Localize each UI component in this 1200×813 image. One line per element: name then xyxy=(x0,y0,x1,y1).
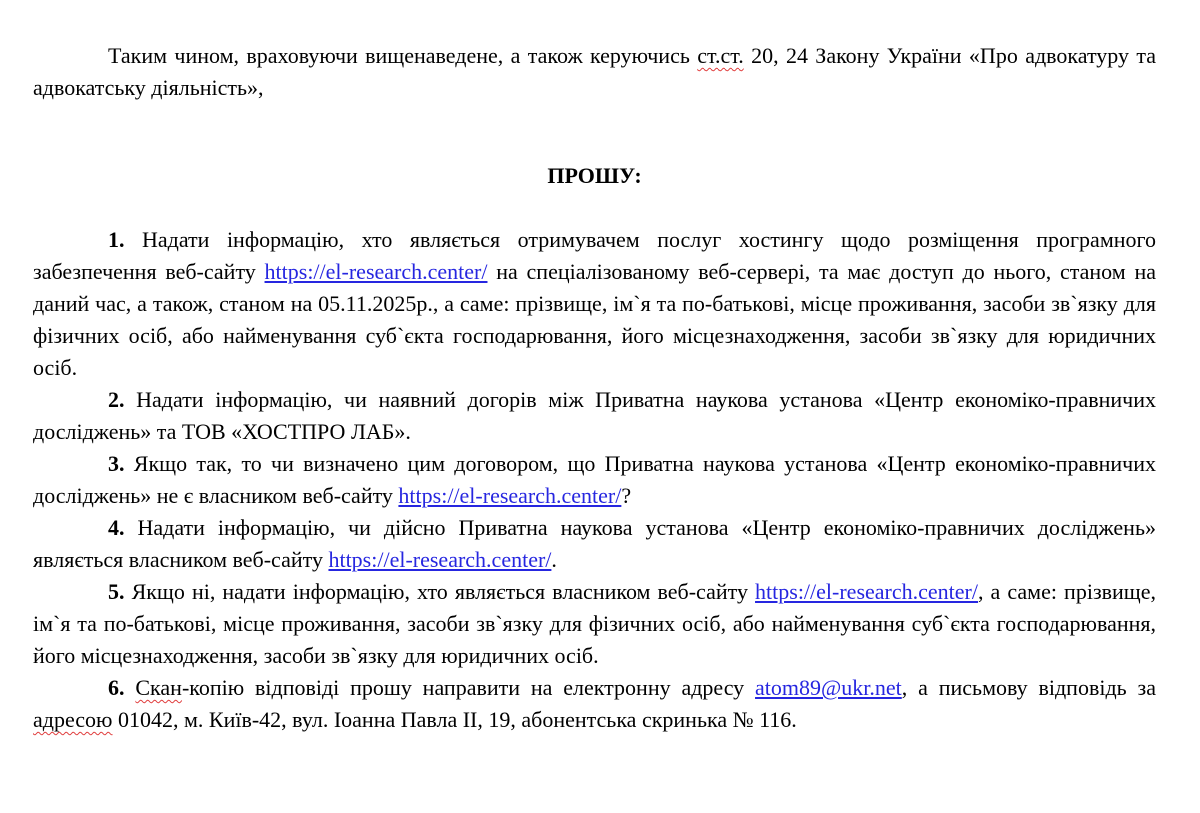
hyperlink[interactable]: atom89@ukr.net xyxy=(755,675,902,700)
request-heading: ПРОШУ: xyxy=(547,163,642,188)
hyperlink[interactable]: https://el-research.center/ xyxy=(264,259,488,284)
request-list xyxy=(33,224,1156,736)
request-item-5: 5. Якщо ні, надати інформацію, хто являється власником веб-сайту https://el-research.center/, а саме: прізвище, ім`я та по-батькові, місце проживання, засоби зв`язку для фізичних осіб, або найменування суб`єкта господарювання, його місцезнаходження, засоби зв`язку для юридичних осіб. xyxy=(33,579,1156,668)
misspelled-word: адресою xyxy=(33,707,113,732)
item-number: 2. xyxy=(108,387,125,412)
hyperlink[interactable]: https://el-research.center/ xyxy=(755,579,978,604)
misspelled-word: Скан xyxy=(135,675,182,700)
item-number: 5. xyxy=(108,579,125,604)
item-number: 4. xyxy=(108,515,125,540)
item-number: 3. xyxy=(108,451,125,476)
item-number: 6. xyxy=(108,675,125,700)
request-item-4: 4. Надати інформацію, чи дійсно Приватна наукова установа «Центр економіко-правничих досліджень» являється власником веб-сайту https://el-research.center/. xyxy=(33,515,1156,572)
hyperlink[interactable]: https://el-research.center/ xyxy=(328,547,552,572)
request-item-6: 6. Скан-копію відповіді прошу направити на електронну адресу atom89@ukr.net, а письмову відповідь за адресою 01042, м. Київ-42, вул. Іоанна Павла II, 19, абонентська скринька № 116. xyxy=(33,675,1156,732)
misspelled-word: ст.ст. xyxy=(697,43,744,68)
item-number: 1. xyxy=(108,227,125,252)
hyperlink[interactable]: https://el-research.center/ xyxy=(398,483,622,508)
intro-paragraph: Таким чином, враховуючи вищенаведене, а також керуючись ст.ст. 20, 24 Закону України «Про адвокатуру та адвокатську діяльність», xyxy=(33,43,1156,100)
request-item-3: 3. Якщо так, то чи визначено цим договором, що Приватна наукова установа «Центр економіко-правничих досліджень» не є власником веб-сайту https://el-research.center/? xyxy=(33,451,1156,508)
request-item-1: 1. Надати інформацію, хто являється отримувачем послуг хостингу щодо розміщення програмного забезпечення веб-сайту https://el-research.center/ на спеціалізованому веб-сервері, та має доступ до нього, станом на даний час, а також, станом на 05.11.2025р., а саме: прізвище, ім`я та по-батькові, місце проживання, засоби зв`язку для фізичних осіб, або найменування суб`єкта господарювання, його місцезнаходження, засоби зв`язку для юридичних осіб. xyxy=(33,227,1156,380)
request-item-2: 2. Надати інформацію, чи наявний догорів між Приватна наукова установа «Центр економіко-правничих досліджень» та ТОВ «ХОСТПРО ЛАБ». xyxy=(33,387,1156,444)
